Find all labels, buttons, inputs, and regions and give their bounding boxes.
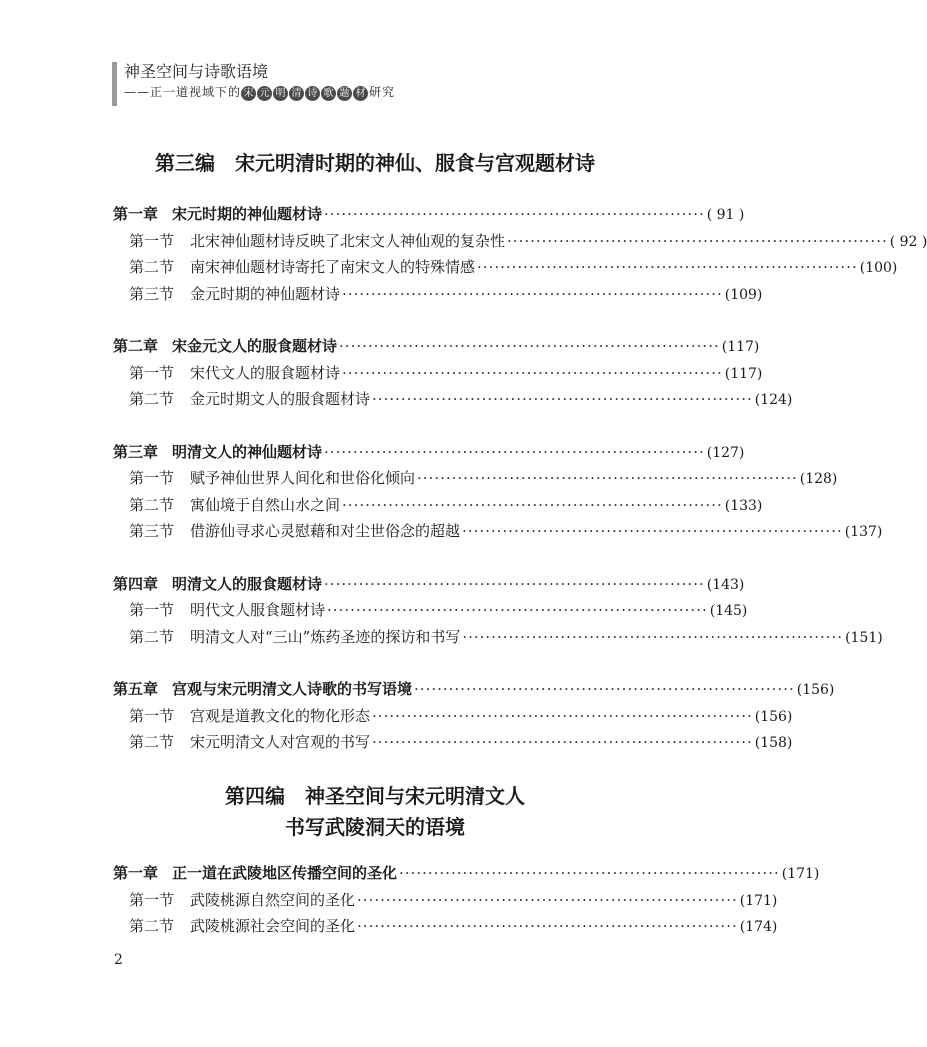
dot-leader: ·································································· [507, 231, 888, 250]
dot-leader: ·································································· [417, 469, 798, 487]
dot-leader: ·································································· [477, 258, 858, 276]
toc-chapter[interactable]: 第五章 宫观与宋元明清文人诗歌的书写语境 ·································································· (156) [113, 676, 618, 703]
toc-section[interactable]: 第二节 武陵桃源社会空间的圣化 ·································································· (174) [113, 913, 618, 940]
book-subtitle [124, 82, 395, 102]
toc-section[interactable]: 第一节 武陵桃源自然空间的圣化 ·································································· (171) [113, 887, 618, 914]
toc-chapter[interactable]: 第三章 明清文人的神仙题材诗 ·································································· (127) [113, 439, 618, 466]
dot-leader: ·································································· [324, 574, 705, 593]
toc-section[interactable]: 第一节 明代文人服食题材诗 ·································································· (145) [113, 597, 618, 624]
toc-section[interactable]: 第一节 宫观是道教文化的物化形态 ·································································· (156) [113, 703, 618, 730]
toc-section[interactable]: 第一节 赋予神仙世界人间化和世俗化倾向 ·································································· (128) [113, 465, 618, 492]
dot-leader: ·································································· [462, 522, 843, 540]
dot-leader: ·································································· [342, 284, 723, 303]
subtitle-boxed-words: 宋 元 明 清 诗 歌 题 材 [241, 84, 369, 100]
toc-section[interactable]: 第一节 宋代文人的服食题材诗 ·································································· (117) [113, 360, 618, 387]
toc-part-4 [113, 860, 820, 940]
dot-leader: ·································································· [462, 627, 844, 646]
dot-leader: ·································································· [372, 733, 753, 751]
running-header [112, 62, 395, 106]
dot-leader: ·································································· [324, 205, 705, 223]
toc-section[interactable]: 第三节 借游仙寻求心灵慰藉和对尘世俗念的超越 ·································································· (137) [113, 518, 618, 545]
dot-leader: ·································································· [342, 363, 723, 382]
toc-section[interactable]: 第三节 金元时期的神仙题材诗 ·································································· (109) [113, 281, 618, 308]
toc-chapter[interactable]: 第四章 明清文人的服食题材诗 ·································································· (143) [113, 571, 618, 598]
toc-section[interactable]: 第一节 北宋神仙题材诗反映了北宋文人神仙观的复杂性 ·································································· ( 92 ) [113, 228, 618, 255]
toc-chapter[interactable]: 第二章 宋金元文人的服食题材诗 ·································································· (117) [113, 333, 618, 360]
toc-section[interactable]: 第二节 寓仙境于自然山水之间 ·································································· (133) [113, 492, 618, 519]
book-title: 神圣空间与诗歌语境 [124, 62, 269, 81]
dot-leader: ·································································· [357, 890, 738, 909]
page-number: 2 [114, 952, 123, 968]
part-title: 第三编 宋元明清时期的神仙、服食与宫观题材诗 [155, 151, 595, 175]
toc-section[interactable]: 第二节 宋元明清文人对宫观的书写 ·································································· (158) [113, 729, 618, 756]
dot-leader: ·································································· [342, 495, 723, 514]
dot-leader: ·································································· [327, 601, 708, 619]
part-title: 第四编 神圣空间与宋元明清文人 书写武陵洞天的语境 [225, 784, 525, 839]
toc-part-3 [113, 201, 927, 756]
dot-leader: ·································································· [414, 680, 795, 698]
dot-leader: ·································································· [399, 864, 780, 882]
toc-section[interactable]: 第二节 南宋神仙题材诗寄托了南宋文人的特殊情感 ·································································· (100) [113, 254, 618, 281]
toc-chapter[interactable]: 第一章 宋元时期的神仙题材诗 ·································································· ( 91 ) [113, 201, 618, 228]
dot-leader: ·································································· [372, 706, 753, 725]
toc-chapter[interactable]: 第一章 正一道在武陵地区传播空间的圣化 ·································································· (171) [113, 860, 618, 887]
subtitle-prefix: ——正一道视域下的 [124, 85, 242, 99]
dot-leader: ·································································· [357, 917, 738, 935]
dot-leader: ·································································· [324, 442, 705, 461]
toc-section[interactable]: 第二节 明清文人对“三山”炼药圣迹的探访和书写 ·································································· (151) [113, 624, 618, 651]
subtitle-suffix: 研究 [369, 85, 396, 99]
toc-section[interactable]: 第二节 金元时期文人的服食题材诗 ·································································· (124) [113, 386, 618, 413]
dot-leader: ·································································· [372, 390, 753, 408]
dot-leader: ·································································· [339, 337, 720, 355]
